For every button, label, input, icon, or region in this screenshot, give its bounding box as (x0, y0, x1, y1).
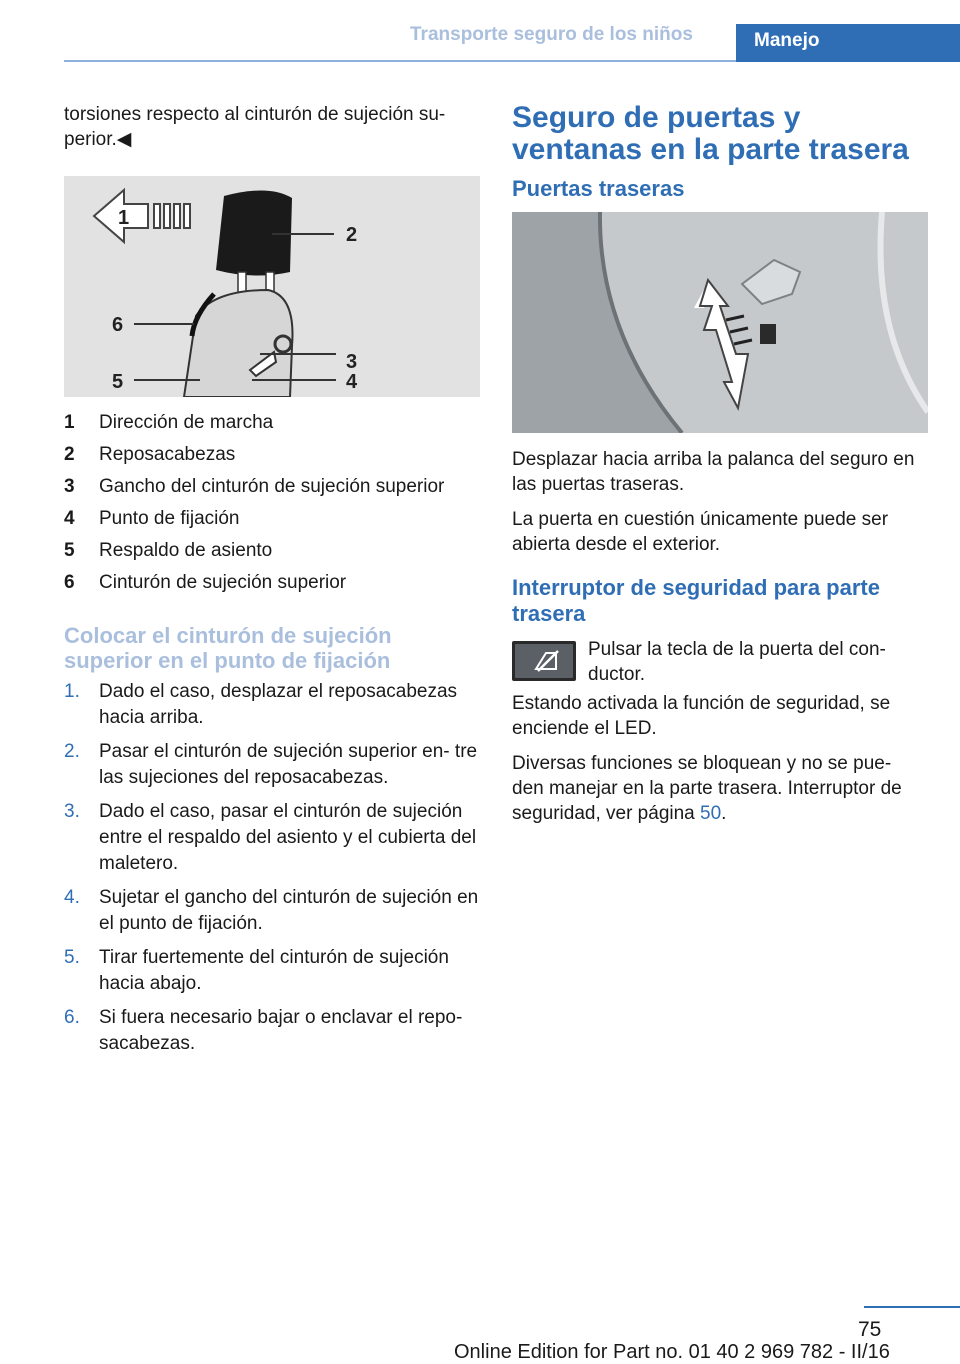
intro-text: torsiones respecto al cinturón de sujeción su‐ perior.◀ (64, 104, 446, 150)
legend-item: 2 Reposacabezas (64, 444, 236, 465)
header-section-title: Transporte seguro de los niños (410, 24, 693, 45)
footer-edition: Online Edition for Part no. 01 40 2 969 782 - II/16 (454, 1341, 890, 1363)
section-heading-interruptor: Interruptor de seguridad para parte trasera (512, 575, 880, 626)
paragraph-puertas-2: La puerta en cuestión únicamente puede ser abierta desde el exterior. (512, 509, 889, 555)
steps-list (64, 679, 480, 1057)
header-rule (64, 60, 736, 62)
legend-item: 3 Gancho del cinturón de sujeción superior (64, 476, 445, 497)
figure-legend (64, 407, 480, 599)
window-lock-switch-icon (512, 641, 576, 681)
figure-callout: 5 (112, 371, 124, 393)
figure-callout: 1 (118, 207, 130, 229)
figure-callout: 3 (346, 351, 358, 373)
headrest-tether-figure (64, 176, 480, 397)
switch-text: Pulsar la tecla de la puerta del con‐ ductor. (588, 639, 886, 685)
section-heading-puertas: Puertas traseras (512, 176, 685, 201)
figure-callout: 4 (346, 371, 358, 393)
paragraph-interruptor-1: Estando activada la función de seguridad, se enciende el LED. (512, 693, 891, 739)
switch-instruction (512, 637, 928, 687)
page-title: Seguro de puertas y ventanas en la parte trasera (512, 101, 909, 166)
list-item: 2. Pasar el cinturón de sujeción superior en‐ tre las sujeciones del reposacabezas. (64, 741, 478, 788)
list-item: 3. Dado el caso, pasar el cinturón de sujeción entre el respaldo del asiento y el cubierta del maletero. (64, 801, 477, 874)
paragraph-puertas-1: Desplazar hacia arriba la palanca del seguro en las puertas traseras. (512, 449, 915, 495)
header-chapter-tab: Manejo (736, 24, 960, 62)
rear-door-lock-photo (512, 212, 928, 433)
page-reference-link[interactable]: 50 (700, 803, 722, 824)
legend-item: 1 Dirección de marcha (64, 412, 274, 433)
legend-item: 6 Cinturón de sujeción superior (64, 572, 347, 593)
paragraph-interruptor-2: Diversas funciones se bloquean y no se pue‐ den manejar en la parte trasera. Interruptor de seguridad, ver página 50. (512, 753, 902, 824)
footer-rule (864, 1306, 960, 1308)
subheading: Colocar el cinturón de sujeción superior en el punto de fijación (64, 623, 392, 673)
figure-callout: 2 (346, 224, 358, 246)
list-item: 5. Tirar fuertemente del cinturón de sujeción hacia abajo. (64, 947, 449, 994)
figure-callout: 6 (112, 314, 124, 336)
page-number: 75 (858, 1318, 882, 1341)
right-column (512, 102, 928, 836)
list-item: 1. Dado el caso, desplazar el reposacabezas hacia arriba. (64, 681, 458, 728)
legend-item: 4 Punto de fijación (64, 508, 240, 529)
legend-item: 5 Respaldo de asiento (64, 540, 273, 561)
left-column (64, 102, 480, 1065)
list-item: 4. Sujetar el gancho del cinturón de sujeción en el punto de fijación. (64, 887, 479, 934)
list-item: 6. Si fuera necesario bajar o enclavar el repo‐ sacabezas. (64, 1007, 463, 1054)
